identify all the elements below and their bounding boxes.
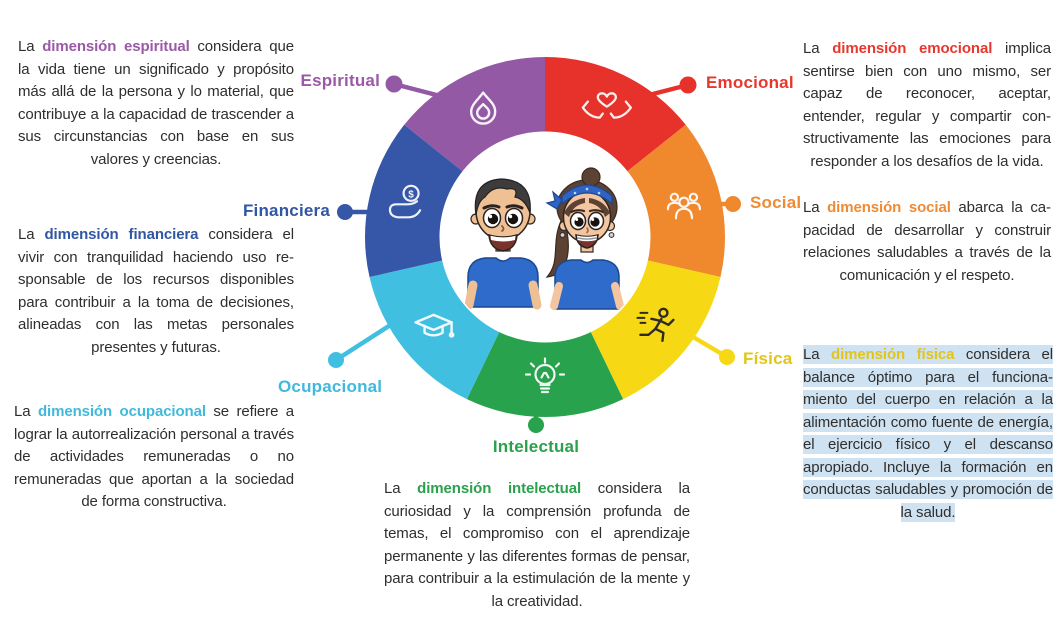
dimension-keyword: dimensión social [827, 199, 951, 216]
lead-text: La [384, 480, 418, 497]
intelectual-description [384, 478, 690, 613]
lead-text: La [803, 346, 831, 363]
wellness-wheel [335, 27, 755, 447]
lead-text: La [18, 226, 45, 243]
lead-text: La [803, 40, 833, 57]
emocional-description [803, 38, 1051, 173]
lead-text: La [803, 199, 828, 216]
lead-text: La [18, 38, 43, 55]
body-text: abarca la capacidad de desarrollar y construir relaciones saludables a través de la comunicación y el respeto. [803, 199, 1051, 284]
ocupacional-description [14, 401, 294, 514]
wheel-center [440, 132, 651, 343]
highlight-wrapper [803, 345, 1053, 522]
dimension-keyword: dimensión ocupacional [37, 403, 206, 420]
body-text: se refiere a lograr la autorrealización personal a través de actividades remuneradas o no remuneradas que aportan a la sociedad de forma constructiva. [14, 403, 295, 510]
ocupacional-label: Ocupacional [278, 377, 383, 396]
social-label: Social [750, 193, 802, 212]
dimension-keyword: dimensión intelectual [417, 480, 582, 497]
dimension-keyword: dimensión financiera [44, 226, 199, 243]
dimension-keyword: dimensión física [831, 346, 955, 363]
body-text: considera que la vida tiene un significado y propósito más allá de la persona y lo material, que contribuye a la capacidad de trascender a sus circunstancias con base en sus valores y creencias. [18, 38, 294, 168]
dimension-keyword: dimensión espiritual [42, 38, 190, 55]
svg-text:$: $ [408, 189, 414, 201]
body-text: considera el vivir con tranquilidad haciendo uso responsable de los recursos disponibles para contribuir a la toma de decisiones, alineadas con las metas personales presentes y futuras. [18, 226, 294, 356]
financiera-description [18, 224, 294, 359]
espiritual-label: Espiritual [300, 71, 380, 90]
espiritual-description [18, 36, 294, 171]
social-description [803, 197, 1051, 287]
fisica-description-highlighted [803, 344, 1053, 524]
intelectual-label: Intelectual [492, 437, 580, 456]
body-text: implica sentirse bien con uno mismo, ser capaz de reconocer, aceptar, entender, regular y compartir constructivamente las emociones para responder a los desafíos de la vida. [803, 40, 1051, 170]
body-text: considera el balance óptimo para el funcionamiento del cuerpo en relación a la alimentación como fuente de energía, el ejercicio físico y el descanso apropiado. Incluye la formación en conductas saludables y promoción de la salud. [803, 346, 1053, 521]
body-text: considera la curiosidad y la comprensión profunda de temas, el compromiso con el aprendizaje permanente y las diferentes formas de pensar, para contribuir a la estimulación de la mente y la creatividad. [384, 480, 691, 610]
emocional-label: Emocional [706, 73, 794, 92]
lead-text: La [14, 403, 38, 420]
fisica-label: Física [743, 349, 793, 368]
financiera-label: Financiera [242, 201, 330, 220]
dimension-keyword: dimensión emocional [832, 40, 993, 57]
